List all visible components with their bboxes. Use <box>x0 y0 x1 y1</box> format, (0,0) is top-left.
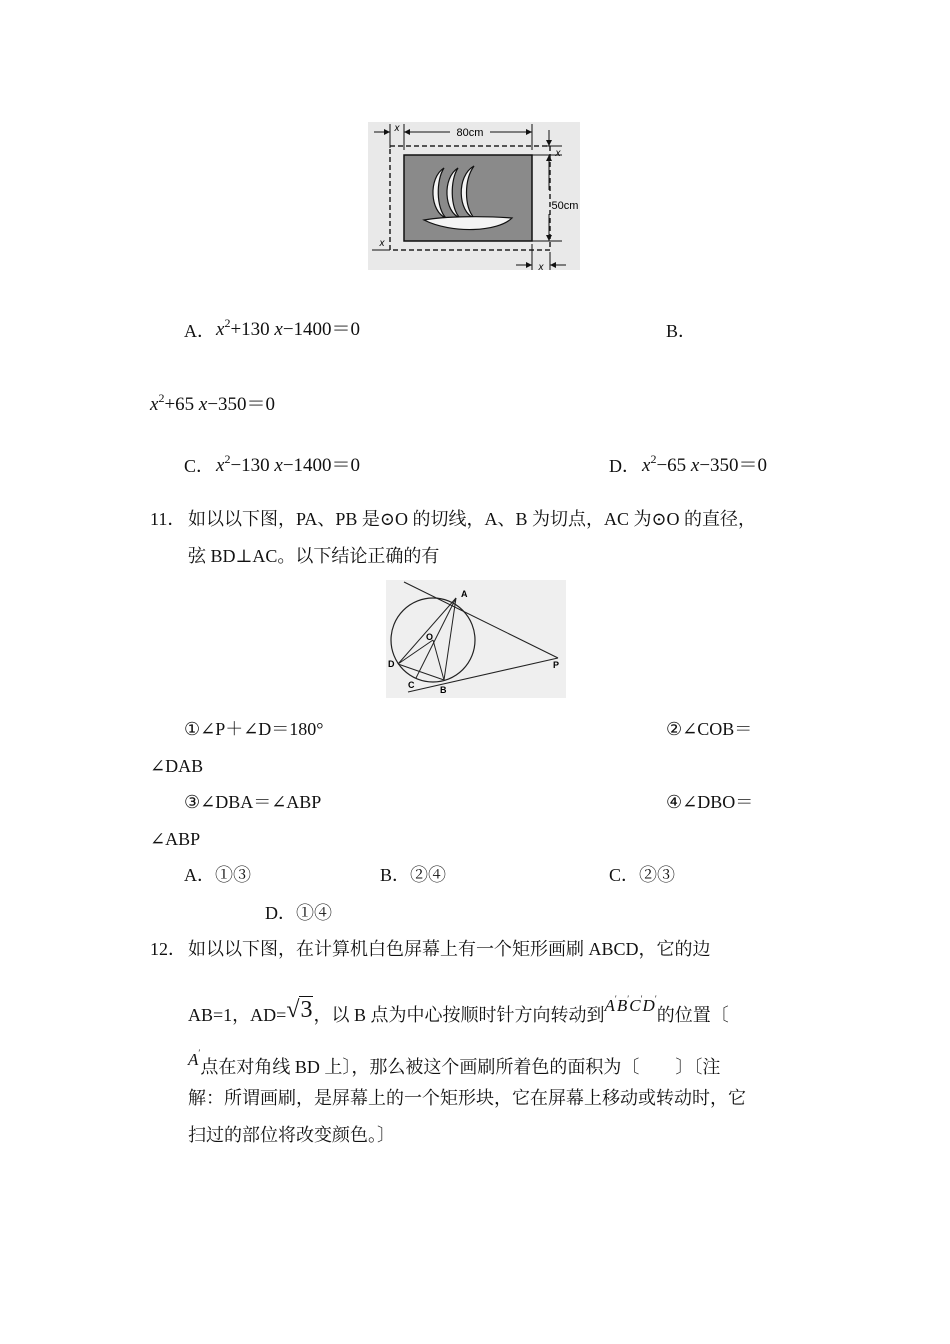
primed-letter: A <box>604 996 615 1015</box>
q11-option-d: D．①④ <box>265 903 332 923</box>
primed-letter: C <box>629 996 641 1015</box>
q12-number: 12． <box>150 939 186 959</box>
q12-line2 <box>188 988 729 1024</box>
q12-line4: 解：所谓画刷，是屏幕上的一个矩形块，它在屏幕上移动或转动时，它 <box>188 1088 746 1108</box>
q12-line2-pre: AB=1，AD= <box>188 1005 287 1025</box>
q10-option-d-label: D． <box>609 456 640 476</box>
point-a-label: A <box>461 589 468 599</box>
q11-statement-2a: ②∠COB＝ <box>666 719 753 739</box>
primed-letters: A′B′C′D′ <box>604 994 657 1015</box>
q10-option-c-label: C． <box>184 456 215 476</box>
primed-letter: D <box>642 996 655 1015</box>
q10-option-a-label: A． <box>184 321 215 341</box>
q12-line3 <box>188 1046 720 1075</box>
q11-option-b: B．②④ <box>380 865 447 885</box>
height-label: 50cm <box>551 200 579 212</box>
q12-line1: 如以以下图，在计算机白色屏幕上有一个矩形画刷 ABCD，它的边 <box>188 939 711 959</box>
q11-line1: 如以以下图，PA、PB 是⊙O 的切线，A、B 为切点，AC 为⊙O 的直径， <box>188 509 757 529</box>
point-o-label: O <box>426 632 434 642</box>
q11-number: 11． <box>150 509 186 529</box>
q11-line2: 弦 BD⊥AC。以下结论正确的有 <box>188 546 440 566</box>
x-label-bottom: x <box>538 262 544 272</box>
q11-option-a: A．①③ <box>184 865 251 885</box>
q11-option-c: C．②③ <box>609 865 676 885</box>
q12-line2-post: 的位置〔 <box>656 1005 729 1025</box>
x-label-right: x <box>555 148 561 159</box>
sqrt-radicand: 3 <box>300 997 313 1023</box>
point-p-label: P <box>553 660 560 670</box>
q10-option-b-label: B． <box>666 321 697 341</box>
q10-option-d-formula: $x^2-65$ x−350＝0 <box>642 452 768 476</box>
q12-line3-letter: A′ <box>188 1048 201 1069</box>
q10-option-c-formula: $x^2-130$ x−1400＝0 <box>216 452 361 476</box>
x-label-top: x <box>394 123 400 134</box>
width-label: 80cm <box>456 127 484 139</box>
sqrt-symbol: √3 <box>286 997 313 1023</box>
q12-line3-text: 点在对角线 BD 上〕，那么被这个画刷所着色的面积为〔 〕〔注 <box>200 1057 721 1077</box>
point-d-label: D <box>388 659 395 669</box>
q11-statement-4a: ④∠DBO＝ <box>666 792 754 812</box>
q12-line5: 扫过的部位将改变颜色。〕 <box>188 1125 395 1145</box>
point-c-label: C <box>408 680 415 690</box>
q12-line2-mid: ，以 B 点为中心按顺时针方向转动到 <box>313 1005 605 1025</box>
q11-statement-2b: ∠DAB <box>150 756 204 776</box>
point-b-label: B <box>440 685 447 695</box>
primed-letter: B <box>616 996 628 1015</box>
tangent-circle-figure <box>386 580 566 698</box>
q11-statement-4b: ∠ABP <box>150 829 201 849</box>
q10-option-b-formula: $x^2+65$ x−350＝0 <box>150 391 276 415</box>
q11-statement-1: ①∠P＋∠D＝180° <box>184 719 324 739</box>
q11-statement-3: ③∠DBA＝∠ABP <box>184 792 322 812</box>
q10-option-a-formula: $x^2+130$ x−1400＝0 <box>216 316 361 340</box>
x-label-left: x <box>379 238 385 249</box>
painting-frame-figure <box>366 120 582 272</box>
